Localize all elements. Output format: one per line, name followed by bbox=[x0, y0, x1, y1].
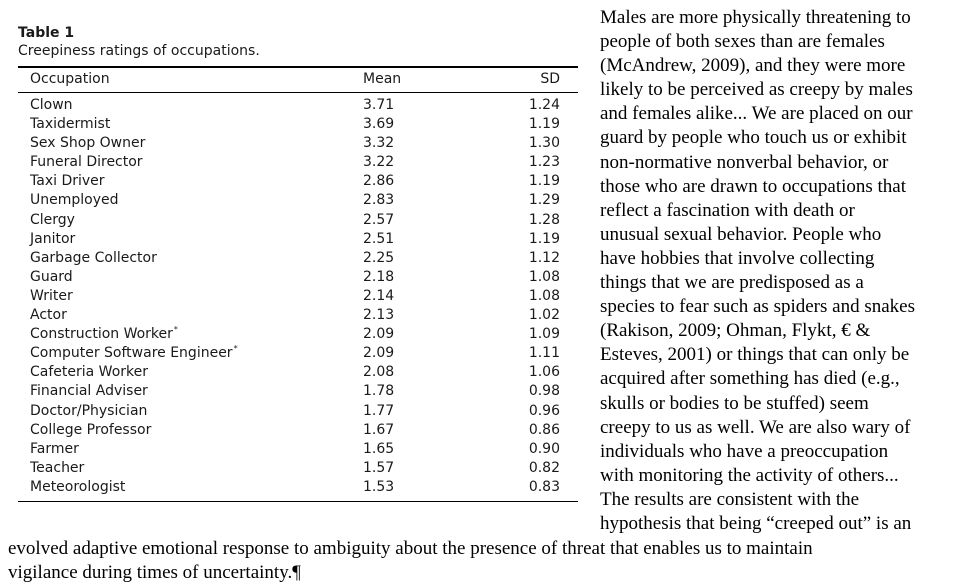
occupation-name: College Professor bbox=[30, 421, 152, 438]
occupation-name: Janitor bbox=[30, 230, 76, 247]
occupation-name: Guard bbox=[30, 268, 73, 285]
occupation-name: Clown bbox=[30, 97, 73, 113]
mean-cell: 2.51 bbox=[363, 230, 395, 247]
table-row bbox=[18, 459, 578, 478]
occupation-cell bbox=[30, 249, 157, 268]
text-line: Males are more physically threatening to bbox=[600, 7, 911, 28]
sd-cell: 1.28 bbox=[528, 211, 560, 228]
table-row bbox=[18, 230, 578, 249]
occupation-name: Teacher bbox=[30, 459, 85, 476]
mean-cell: 2.13 bbox=[363, 307, 395, 324]
occupation-cell bbox=[30, 306, 67, 325]
occupation-cell bbox=[30, 402, 147, 421]
occupation-cell bbox=[30, 459, 84, 478]
table-row bbox=[18, 325, 578, 344]
text-line: those who are drawn to occupations that bbox=[600, 175, 907, 197]
table-row bbox=[18, 440, 578, 459]
occupation-cell bbox=[30, 172, 105, 191]
table-row bbox=[18, 287, 578, 306]
occupation-name: Construction Worker bbox=[30, 326, 173, 343]
mean-cell: 2.14 bbox=[363, 287, 395, 304]
table-row bbox=[18, 344, 578, 363]
header-sd: SD bbox=[540, 71, 560, 87]
sd-cell: 1.11 bbox=[528, 345, 560, 362]
side-paragraph bbox=[600, 6, 958, 536]
occupation-cell bbox=[30, 211, 75, 230]
text-line: The results are consistent with the bbox=[600, 488, 860, 510]
occupation-name: Cafeteria Worker bbox=[30, 364, 148, 381]
bottom-paragraph bbox=[8, 537, 958, 585]
text-line: things that we are predisposed as a bbox=[600, 272, 864, 294]
occupation-cell bbox=[30, 287, 73, 306]
header-occupation: Occupation bbox=[30, 71, 110, 87]
occupation-name: Clergy bbox=[30, 211, 75, 228]
text-line: acquired after something has died (e.g., bbox=[600, 368, 900, 390]
text-line: vigilance during times of uncertainty.¶ bbox=[8, 562, 301, 584]
table-row bbox=[18, 115, 578, 134]
sd-cell: 0.96 bbox=[528, 402, 560, 419]
sd-cell: 1.19 bbox=[528, 230, 560, 247]
table-header-row bbox=[18, 68, 578, 90]
text-line: guard by people who touch us or exhibit bbox=[600, 127, 907, 149]
mean-cell: 3.32 bbox=[363, 135, 395, 152]
occupation-cell bbox=[30, 478, 125, 497]
footnote-marker: * bbox=[173, 325, 178, 335]
table-row bbox=[18, 478, 578, 497]
table-row bbox=[18, 153, 578, 172]
text-line: species to fear such as spiders and snakes bbox=[600, 296, 915, 318]
table-row bbox=[18, 191, 578, 210]
mean-cell: 2.25 bbox=[363, 249, 395, 266]
text-line: have hobbies that involve collecting bbox=[600, 247, 875, 269]
text-line: (McAndrew, 2009), and they were more bbox=[600, 55, 906, 77]
mean-cell: 2.09 bbox=[363, 345, 395, 362]
sd-cell: 1.06 bbox=[528, 364, 560, 381]
text-line: with monitoring the activity of others... bbox=[600, 464, 899, 486]
footnote-marker: * bbox=[233, 344, 238, 354]
sd-cell: 1.29 bbox=[528, 192, 560, 209]
text-line: hypothesis that being “creeped out” is an bbox=[600, 512, 912, 534]
occupation-cell bbox=[30, 96, 73, 115]
text-line: Esteves, 2001) or things that can only be bbox=[600, 344, 910, 366]
text-line: people of both sexes than are females bbox=[600, 31, 885, 53]
mean-cell: 2.09 bbox=[363, 326, 395, 343]
mean-cell: 2.18 bbox=[363, 268, 395, 285]
table-row bbox=[18, 268, 578, 287]
occupation-cell bbox=[30, 153, 143, 172]
sd-cell: 1.30 bbox=[528, 135, 560, 152]
text-line: (Rakison, 2009; Ohman, Flykt, € & bbox=[600, 320, 871, 342]
occupation-cell bbox=[30, 230, 75, 249]
text-line: individuals who have a preoccupation bbox=[600, 440, 889, 462]
sd-cell: 0.86 bbox=[528, 421, 560, 438]
table-bottom-rule bbox=[18, 501, 578, 502]
sd-cell: 1.09 bbox=[528, 326, 560, 343]
sd-cell: 0.98 bbox=[528, 383, 560, 400]
sd-cell: 1.08 bbox=[528, 268, 560, 285]
occupation-name: Meteorologist bbox=[30, 478, 126, 495]
text-line: reflect a fascination with death or bbox=[600, 199, 855, 221]
occupation-name: Taxidermist bbox=[30, 116, 111, 133]
table-title: Table 1 bbox=[18, 25, 75, 41]
mean-cell: 1.57 bbox=[363, 459, 395, 476]
table-row bbox=[18, 306, 578, 325]
mean-cell: 2.08 bbox=[363, 364, 395, 381]
mean-cell: 1.77 bbox=[363, 402, 395, 419]
sd-cell: 1.02 bbox=[528, 307, 560, 324]
table-row bbox=[18, 363, 578, 382]
occupation-name: Garbage Collector bbox=[30, 249, 157, 266]
header-mean: Mean bbox=[363, 71, 402, 87]
sd-cell: 1.19 bbox=[528, 116, 560, 133]
text-line: skulls or bodies to be stuffed) seem bbox=[600, 392, 869, 414]
occupation-cell bbox=[30, 421, 151, 440]
occupation-cell bbox=[30, 363, 148, 382]
occupation-cell bbox=[30, 325, 178, 344]
sd-cell: 1.12 bbox=[528, 249, 560, 266]
occupation-cell bbox=[30, 440, 79, 459]
occupation-cell bbox=[30, 268, 73, 287]
mean-cell: 2.86 bbox=[363, 173, 395, 190]
table-caption: Creepiness ratings of occupations. bbox=[18, 43, 260, 59]
table-row bbox=[18, 249, 578, 268]
table-body bbox=[18, 93, 578, 497]
mean-cell: 1.65 bbox=[363, 440, 395, 457]
sd-cell: 1.24 bbox=[528, 97, 560, 113]
sd-cell: 1.23 bbox=[528, 154, 560, 171]
mean-cell: 1.67 bbox=[363, 421, 395, 438]
sd-cell: 0.83 bbox=[528, 478, 560, 495]
text-line: non-normative nonverbal behavior, or bbox=[600, 151, 889, 173]
text-line: likely to be perceived as creepy by males bbox=[600, 79, 913, 101]
sd-cell: 1.19 bbox=[528, 173, 560, 190]
table-row bbox=[18, 402, 578, 421]
table-row bbox=[18, 134, 578, 153]
text-line: creepy to us as well. We are also wary of bbox=[600, 416, 911, 438]
occupation-name: Sex Shop Owner bbox=[30, 135, 146, 152]
occupation-name: Actor bbox=[30, 307, 67, 324]
mean-cell: 2.57 bbox=[363, 211, 395, 228]
occupation-cell bbox=[30, 134, 145, 153]
text-line: evolved adaptive emotional response to ambiguity about the presence of threat that enables us to maintain bbox=[8, 538, 813, 559]
table-row bbox=[18, 96, 578, 115]
table-row bbox=[18, 421, 578, 440]
occupation-name: Writer bbox=[30, 287, 73, 304]
table-row bbox=[18, 382, 578, 401]
sd-cell: 0.82 bbox=[528, 459, 560, 476]
data-table bbox=[18, 24, 578, 502]
occupation-name: Financial Adviser bbox=[30, 383, 148, 400]
occupation-name: Funeral Director bbox=[30, 154, 143, 171]
mean-cell: 1.78 bbox=[363, 383, 395, 400]
occupation-name: Farmer bbox=[30, 440, 79, 457]
table-row bbox=[18, 211, 578, 230]
occupation-name: Doctor/Physician bbox=[30, 402, 148, 419]
sd-cell: 1.08 bbox=[528, 287, 560, 304]
mean-cell: 1.53 bbox=[363, 478, 395, 495]
occupation-name: Unemployed bbox=[30, 192, 119, 209]
table-row bbox=[18, 172, 578, 191]
occupation-cell bbox=[30, 344, 238, 363]
occupation-cell bbox=[30, 115, 110, 134]
occupation-cell bbox=[30, 191, 119, 210]
text-line: and females alike... We are placed on our bbox=[600, 103, 913, 125]
sd-cell: 0.90 bbox=[528, 440, 560, 457]
mean-cell: 3.69 bbox=[363, 116, 395, 133]
mean-cell: 3.22 bbox=[363, 154, 395, 171]
text-line: unusual sexual behavior. People who bbox=[600, 223, 882, 245]
mean-cell: 3.71 bbox=[363, 97, 395, 113]
occupation-name: Computer Software Engineer bbox=[30, 345, 233, 362]
occupation-name: Taxi Driver bbox=[30, 173, 105, 190]
occupation-cell bbox=[30, 382, 148, 401]
mean-cell: 2.83 bbox=[363, 192, 395, 209]
